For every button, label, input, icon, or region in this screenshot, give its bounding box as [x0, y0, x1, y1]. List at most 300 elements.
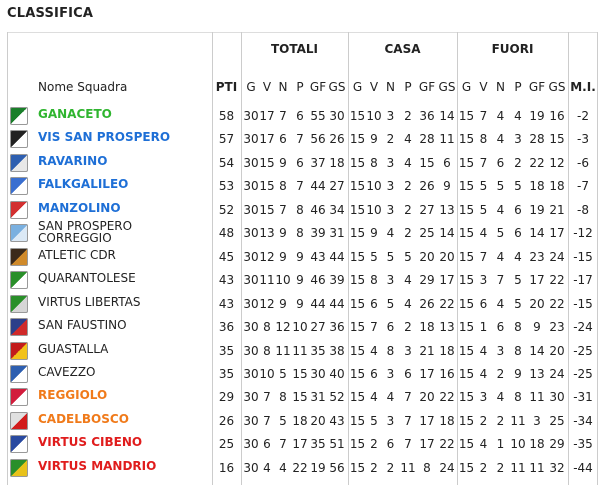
stat-cell: 20 [439, 249, 455, 264]
stat-cell: 11 [510, 460, 526, 475]
stat-cell: 14 [439, 109, 455, 123]
table-row [7, 456, 597, 479]
stat-cell: 17 [439, 273, 455, 288]
stat-cell: 28 [529, 132, 545, 147]
stat-cell: 17 [529, 273, 545, 288]
stat-cell: 46 [310, 202, 326, 217]
stat-cell: 6 [370, 296, 378, 311]
stat-cell: 4 [370, 390, 378, 405]
table-row [7, 221, 597, 244]
stat-cell: 30 [243, 320, 259, 335]
team-name-link[interactable]: VIRTUS MANDRIO [38, 458, 157, 473]
stat-cell: 15 [458, 109, 475, 123]
stat-cell: 4 [263, 460, 271, 475]
stat-cell: 15 [349, 296, 366, 311]
stat-cell: 39 [310, 226, 326, 241]
stat-cell: 56 [329, 460, 345, 475]
stat-cell: 20 [310, 413, 326, 428]
stat-cell: 4 [496, 249, 505, 264]
stat-cell: 6 [263, 437, 271, 452]
stat-cell: 31 [329, 226, 345, 241]
stat-cell: 13 [439, 320, 455, 335]
mi-cell: -24 [573, 320, 593, 335]
column-header: N [496, 80, 505, 94]
stat-cell: 15 [458, 132, 475, 147]
stat-cell: 30 [243, 202, 259, 217]
stat-cell: 15 [349, 249, 366, 264]
mi-cell: -44 [573, 460, 593, 475]
stat-cell: 15 [458, 202, 475, 217]
stat-cell: 6 [496, 320, 505, 335]
stat-cell: 29 [549, 437, 565, 452]
team-name-link[interactable]: RAVARINO [38, 153, 108, 168]
team-name-link[interactable]: CAVEZZO [38, 364, 96, 379]
group-header-fuori: FUORI [491, 42, 534, 56]
stat-cell: 6 [370, 366, 378, 381]
stat-cell: 15 [349, 390, 366, 405]
stat-cell: 7 [263, 390, 271, 405]
stat-cell: 2 [496, 366, 505, 381]
stat-cell: 18 [419, 320, 435, 335]
stat-cell: 26 [419, 179, 435, 194]
stat-cell: 38 [329, 343, 345, 358]
team-logo-icon [10, 318, 28, 336]
table-row [7, 174, 597, 197]
stat-cell: 23 [549, 320, 565, 335]
stat-cell: 7 [479, 155, 488, 170]
team-name-link[interactable]: MANZOLINO [38, 200, 121, 215]
stat-cell: 4 [386, 226, 395, 241]
column-header: G [461, 80, 472, 94]
standings-table [7, 32, 597, 33]
points-cell: 54 [218, 155, 235, 170]
stat-cell: 37 [310, 155, 326, 170]
points-cell: 16 [218, 460, 235, 475]
stat-cell: 2 [370, 437, 378, 452]
stat-cell: 15 [349, 109, 366, 123]
points-cell: 43 [218, 296, 235, 311]
stat-cell: 7 [479, 109, 488, 123]
stat-cell: 22 [549, 273, 565, 288]
column-header: GS [328, 80, 346, 94]
column-header-mi: M.I. [570, 80, 596, 94]
stat-cell: 18 [529, 437, 545, 452]
stat-cell: 28 [419, 132, 435, 147]
stat-cell: 30 [243, 296, 259, 311]
stat-cell: 8 [479, 132, 488, 147]
points-cell: 52 [218, 202, 235, 217]
stat-cell: 15 [458, 273, 475, 288]
stat-cell: 15 [549, 132, 565, 147]
team-logo-icon [10, 271, 28, 289]
stat-cell: 2 [404, 109, 412, 123]
stat-cell: 11 [259, 273, 275, 288]
stat-cell: 6 [514, 226, 522, 241]
table-row [7, 315, 597, 338]
table-row [7, 151, 597, 174]
stat-cell: 30 [310, 366, 326, 381]
table-row [7, 409, 597, 432]
column-header: P [404, 80, 412, 94]
stat-cell: 15 [349, 343, 366, 358]
table-row [7, 385, 597, 408]
stat-cell: 23 [529, 249, 545, 264]
stat-cell: 15 [458, 320, 475, 335]
stat-cell: 3 [386, 202, 395, 217]
team-name-link[interactable]: VIRTUS LIBERTAS [38, 294, 141, 309]
stat-cell: 19 [529, 109, 545, 123]
stat-cell: 15 [458, 390, 475, 405]
stat-cell: 3 [479, 390, 488, 405]
stat-cell: 15 [458, 413, 475, 428]
stat-cell: 39 [329, 273, 345, 288]
stat-cell: 30 [329, 109, 345, 123]
stat-cell: 17 [259, 132, 275, 147]
stat-cell: 55 [310, 109, 326, 123]
team-logo-icon [10, 342, 28, 360]
stat-cell: 18 [292, 413, 308, 428]
stat-cell: 9 [533, 320, 541, 335]
stat-cell: 4 [404, 155, 412, 170]
column-header: P [296, 80, 304, 94]
table-row [7, 432, 597, 455]
stat-cell: 13 [439, 202, 455, 217]
stat-cell: 25 [419, 226, 435, 241]
stat-cell: 4 [496, 132, 505, 147]
stat-cell: 7 [296, 132, 304, 147]
stat-cell: 2 [386, 460, 395, 475]
stat-cell: 4 [479, 343, 488, 358]
stat-cell: 32 [549, 460, 565, 475]
stat-cell: 11 [292, 343, 308, 358]
stat-cell: 44 [329, 296, 345, 311]
stat-cell: 12 [549, 155, 565, 170]
team-name-link[interactable]: VIS SAN PROSPERO [38, 130, 171, 145]
team-logo-icon [10, 130, 28, 148]
points-cell: 35 [218, 343, 235, 358]
stat-cell: 8 [386, 343, 395, 358]
stat-cell: 30 [549, 390, 565, 405]
points-cell: 25 [218, 437, 235, 452]
stat-cell: 35 [310, 343, 326, 358]
stat-cell: 11 [400, 460, 416, 475]
stat-cell: 4 [514, 109, 522, 123]
group-header-totali: TOTALI [270, 42, 319, 56]
stat-cell: 15 [458, 179, 475, 194]
table-row [7, 245, 597, 268]
points-cell: 43 [218, 273, 235, 288]
stat-cell: 11 [439, 132, 455, 147]
stat-cell: 15 [349, 320, 366, 335]
column-header: V [262, 80, 272, 94]
stat-cell: 10 [259, 366, 275, 381]
team-name-link[interactable]: ATLETIC CDR [38, 247, 116, 262]
stat-cell: 6 [296, 109, 304, 123]
stat-cell: 31 [310, 390, 326, 405]
column-header: V [369, 80, 379, 94]
stat-cell: 3 [386, 273, 395, 288]
stat-cell: 9 [296, 296, 304, 311]
stat-cell: 17 [419, 413, 435, 428]
mi-cell: -34 [573, 413, 593, 428]
stat-cell: 15 [458, 460, 475, 475]
stat-cell: 1 [479, 320, 488, 335]
stat-cell: 2 [370, 460, 378, 475]
stat-cell: 9 [370, 132, 378, 147]
mi-cell: -12 [573, 226, 593, 241]
stat-cell: 4 [496, 390, 505, 405]
stat-cell: 8 [263, 343, 271, 358]
stat-cell: 15 [349, 460, 366, 475]
stat-cell: 30 [243, 413, 259, 428]
column-header-pti: PTI [215, 80, 238, 94]
stat-cell: 3 [533, 413, 541, 428]
stat-cell: 7 [296, 179, 304, 194]
stat-cell: 8 [279, 390, 287, 405]
stat-cell: 15 [349, 273, 366, 288]
stat-cell: 5 [514, 273, 522, 288]
points-cell: 57 [218, 132, 235, 147]
group-header-casa: CASA [384, 42, 421, 56]
column-header: GS [438, 80, 456, 94]
stat-cell: 17 [259, 109, 275, 123]
stat-cell: 12 [259, 249, 275, 264]
column-header: GF [418, 80, 436, 94]
stat-cell: 30 [243, 390, 259, 405]
stat-cell: 16 [439, 366, 455, 381]
stat-cell: 5 [496, 226, 505, 241]
stat-cell: 20 [419, 390, 435, 405]
stat-cell: 5 [386, 249, 395, 264]
stat-cell: 9 [370, 226, 378, 241]
team-name-link[interactable]: GANACETO [38, 107, 112, 121]
points-cell: 29 [218, 390, 235, 405]
stat-cell: 11 [510, 413, 526, 428]
team-logo-icon [10, 201, 28, 219]
stat-cell: 8 [514, 343, 522, 358]
stat-cell: 4 [404, 273, 412, 288]
stat-cell: 12 [275, 320, 291, 335]
stat-cell: 15 [349, 155, 366, 170]
team-name-link[interactable]: REGGIOLO [38, 388, 108, 403]
stat-cell: 6 [279, 132, 287, 147]
stat-cell: 2 [404, 320, 412, 335]
stat-cell: 2 [404, 226, 412, 241]
stat-cell: 29 [419, 273, 435, 288]
team-logo-icon [10, 248, 28, 266]
stat-cell: 10 [510, 437, 526, 452]
stat-cell: 15 [349, 366, 366, 381]
stat-cell: 15 [458, 343, 475, 358]
mi-cell: -25 [573, 366, 593, 381]
mi-cell: -35 [573, 437, 593, 452]
stat-cell: 11 [529, 460, 545, 475]
stat-cell: 6 [296, 155, 304, 170]
points-cell: 58 [218, 109, 235, 123]
stat-cell: 9 [514, 366, 522, 381]
stat-cell: 22 [549, 296, 565, 311]
team-name-link[interactable]: CADELBOSCO [38, 411, 129, 426]
stat-cell: 2 [496, 413, 505, 428]
stat-cell: 4 [479, 437, 488, 452]
stat-cell: 5 [496, 179, 505, 194]
stat-cell: 10 [275, 273, 291, 288]
stat-cell: 10 [366, 179, 382, 194]
stat-cell: 7 [370, 320, 378, 335]
mi-cell: -31 [573, 390, 593, 405]
stat-cell: 44 [310, 179, 326, 194]
stat-cell: 13 [529, 366, 545, 381]
stat-cell: 9 [279, 296, 287, 311]
stat-cell: 30 [243, 343, 259, 358]
stat-cell: 8 [296, 226, 304, 241]
stat-cell: 18 [329, 155, 345, 170]
table-row [7, 268, 597, 291]
mi-cell: -8 [577, 202, 589, 217]
table-row [7, 104, 597, 127]
stat-cell: 6 [404, 366, 412, 381]
stat-cell: 24 [549, 249, 565, 264]
stat-cell: 30 [243, 249, 259, 264]
team-logo-icon [10, 459, 28, 477]
stat-cell: 15 [349, 132, 366, 147]
team-name-link[interactable]: SAN PROSPERO CORREGGIO [38, 219, 133, 246]
stat-cell: 18 [529, 179, 545, 194]
stat-cell: 5 [279, 413, 287, 428]
stat-cell: 15 [349, 179, 366, 194]
stat-cell: 44 [329, 249, 345, 264]
stat-cell: 3 [386, 109, 395, 123]
stat-cell: 15 [259, 179, 275, 194]
team-logo-icon [10, 412, 28, 430]
stat-cell: 27 [419, 202, 435, 217]
stat-cell: 5 [514, 296, 522, 311]
stat-cell: 5 [386, 296, 395, 311]
column-header: P [514, 80, 522, 94]
stat-cell: 30 [243, 273, 259, 288]
stat-cell: 51 [329, 437, 345, 452]
stat-cell: 4 [496, 296, 505, 311]
stat-cell: 20 [529, 296, 545, 311]
stat-cell: 15 [349, 226, 366, 241]
stat-cell: 36 [419, 109, 435, 123]
team-name-link[interactable]: QUARANTOLESE [38, 271, 136, 286]
stat-cell: 6 [443, 155, 451, 170]
stat-cell: 30 [243, 132, 259, 147]
team-logo-icon [10, 365, 28, 383]
stat-cell: 3 [514, 132, 522, 147]
team-name-link[interactable]: VIRTUS CIBENO [38, 435, 143, 450]
stat-cell: 34 [329, 202, 345, 217]
stat-cell: 2 [404, 202, 412, 217]
stat-cell: 20 [549, 343, 565, 358]
stat-cell: 2 [479, 460, 488, 475]
team-name-link[interactable]: SAN FAUSTINO [38, 318, 127, 333]
stat-cell: 4 [370, 343, 378, 358]
points-cell: 36 [218, 320, 235, 335]
stat-cell: 21 [419, 343, 435, 358]
stat-cell: 10 [366, 202, 382, 217]
stat-cell: 9 [279, 226, 287, 241]
stat-cell: 17 [549, 226, 565, 241]
mi-cell: -7 [577, 179, 589, 194]
mi-cell: -2 [577, 109, 589, 123]
table-row [7, 127, 597, 150]
team-logo-icon [10, 154, 28, 172]
stat-cell: 6 [496, 155, 505, 170]
team-name-link[interactable]: FALKGALILEO [38, 177, 129, 192]
stat-cell: 30 [243, 179, 259, 194]
mi-cell: -17 [573, 273, 593, 288]
stat-cell: 43 [310, 249, 326, 264]
stat-cell: 15 [259, 155, 275, 170]
stat-cell: 7 [279, 202, 287, 217]
stat-cell: 15 [458, 249, 475, 264]
stat-cell: 4 [479, 366, 488, 381]
stat-cell: 35 [310, 437, 326, 452]
team-name-link[interactable]: GUASTALLA [38, 341, 109, 356]
stat-cell: 17 [419, 366, 435, 381]
points-cell: 26 [218, 413, 235, 428]
column-header: V [479, 80, 488, 94]
stat-cell: 8 [514, 320, 522, 335]
stat-cell: 3 [404, 343, 412, 358]
stat-cell: 15 [458, 296, 475, 311]
stat-cell: 18 [439, 343, 455, 358]
stat-cell: 22 [292, 460, 308, 475]
stat-cell: 8 [514, 390, 522, 405]
stat-cell: 43 [329, 413, 345, 428]
stat-cell: 15 [292, 390, 308, 405]
team-logo-icon [10, 435, 28, 453]
table-row [7, 292, 597, 315]
stat-cell: 2 [479, 413, 488, 428]
points-cell: 53 [218, 179, 235, 194]
stat-cell: 4 [279, 460, 287, 475]
stat-cell: 7 [279, 437, 287, 452]
page-title: CLASSIFICA [7, 6, 94, 21]
stat-cell: 3 [386, 179, 395, 194]
stat-cell: 24 [549, 366, 565, 381]
stat-cell: 15 [292, 366, 308, 381]
stat-cell: 19 [529, 202, 545, 217]
stat-cell: 5 [514, 179, 522, 194]
team-logo-icon [10, 177, 28, 195]
stat-cell: 30 [243, 109, 259, 123]
stat-cell: 30 [243, 460, 259, 475]
column-header-name: Nome Squadra [38, 80, 128, 94]
stat-cell: 4 [479, 226, 488, 241]
stat-cell: 7 [404, 413, 412, 428]
stat-cell: 17 [419, 437, 435, 452]
stat-cell: 36 [329, 320, 345, 335]
stat-cell: 6 [479, 296, 488, 311]
stat-cell: 8 [423, 460, 431, 475]
stat-cell: 24 [439, 460, 455, 475]
stat-cell: 56 [310, 132, 326, 147]
stat-cell: 12 [259, 296, 275, 311]
stat-cell: 30 [243, 155, 259, 170]
column-header: GS [548, 80, 566, 94]
column-header: GF [309, 80, 327, 94]
stat-cell: 4 [386, 390, 395, 405]
stat-cell: 9 [279, 155, 287, 170]
stat-cell: 4 [404, 296, 412, 311]
stat-cell: 8 [263, 320, 271, 335]
stat-cell: 25 [549, 413, 565, 428]
stat-cell: 17 [292, 437, 308, 452]
stat-cell: 8 [296, 202, 304, 217]
